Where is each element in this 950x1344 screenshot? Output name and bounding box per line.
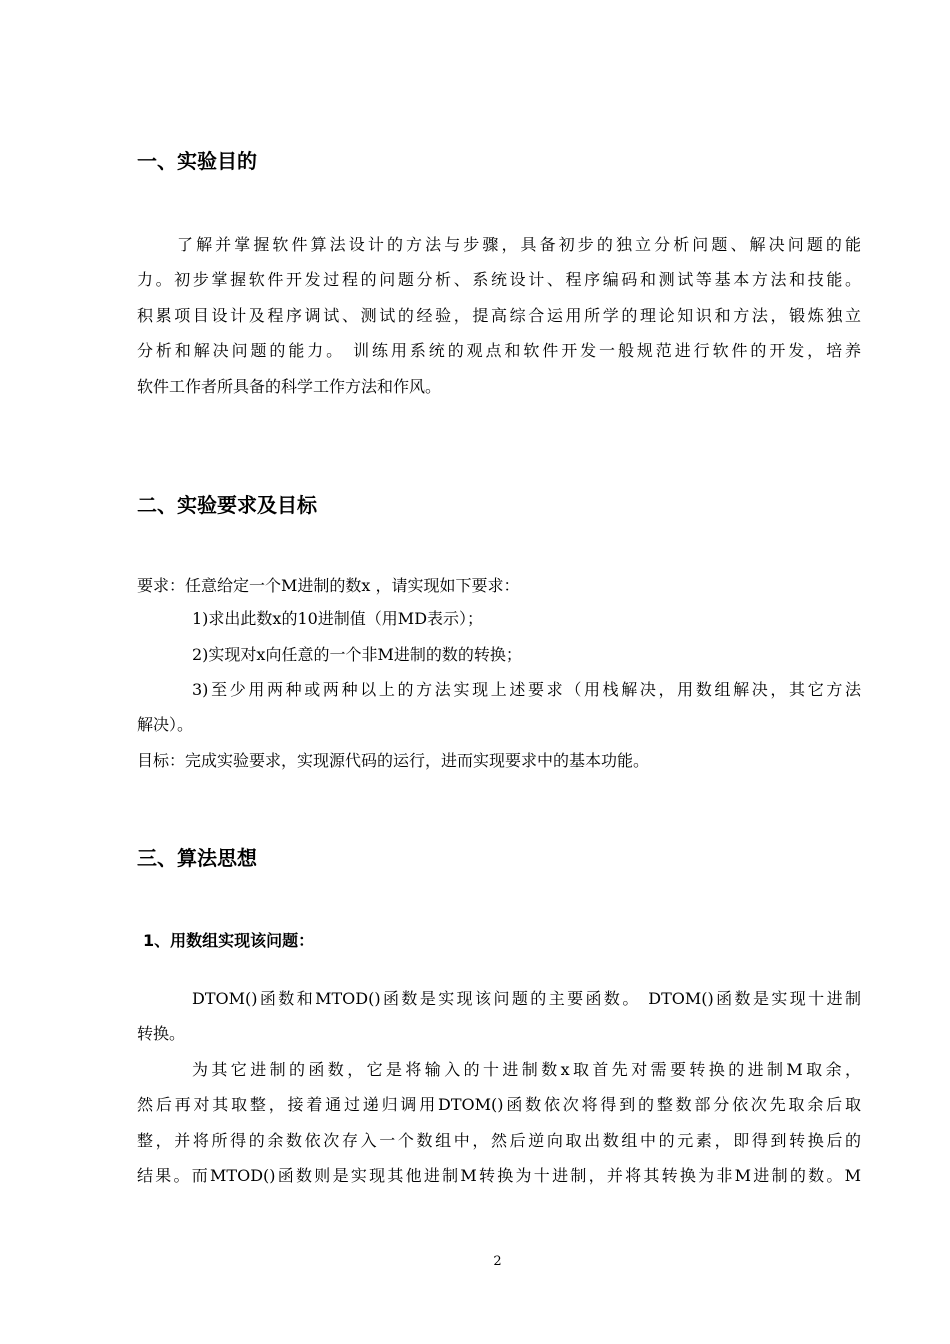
requirement-item-1: 1)求出此数x的10进制值（用MD表示）； [192,609,484,628]
para-2-line-2: 然后再对其取整，接着通过递归调用DTOM()函数依次将得到的整数部分依次先取余后取 [137,1095,861,1114]
para-1-line-2: 转换。 [137,1024,186,1043]
goal-text: 目标：完成实验要求，实现源代码的运行，进而实现要求中的基本功能。 [137,751,650,770]
requirement-item-3-line-2: 解决）。 [137,715,194,734]
section-1-line-2: 力。初步掌握软件开发过程的问题分析、系统设计、程序编码和测试等基本方法和技能。 [137,270,861,289]
section-1-line-3: 积累项目设计及程序调试、测试的经验，提高综合运用所学的理论知识和方法，锻炼独立 [137,306,861,325]
para-2-line-3: 整，并将所得的余数依次存入一个数组中，然后逆向取出数组中的元素，即得到转换后的 [137,1131,861,1150]
section-1-line-1: 了解并掌握软件算法设计的方法与步骤，具备初步的独立分析问题、解决问题的能 [177,235,861,254]
para-2-line-1: 为其它进制的函数，它是将输入的十进制数x取首先对需要转换的进制M取余， [192,1060,861,1079]
requirement-intro: 要求：任意给定一个M进制的数x ，请实现如下要求： [137,576,520,595]
section-3-heading: 三、算法思想 [137,846,257,870]
section-2-heading: 二、实验要求及目标 [137,493,317,517]
requirement-item-3-line-1: 3)至少用两种或两种以上的方法实现上述要求（用栈解决，用数组解决，其它方法 [192,680,861,699]
requirement-item-2: 2)实现对x向任意的一个非M进制的数的转换； [192,645,522,664]
para-2-line-4: 结果。而MTOD()函数则是实现其他进制M转换为十进制，并将其转换为非M进制的数。M [137,1166,861,1185]
section-1-heading: 一、实验目的 [137,149,257,173]
page-number: 2 [493,1254,502,1269]
section-1-line-4: 分析和解决问题的能力。 训练用系统的观点和软件开发一般规范进行软件的开发，培养 [137,341,861,360]
section-3-subheading: 1、用数组实现该问题： [143,931,315,950]
para-1-line-1: DTOM()函数和MTOD()函数是实现该问题的主要函数。 DTOM()函数是实现十进制 [192,989,861,1008]
section-1-line-5: 软件工作者所具备的科学工作方法和作风。 [137,377,442,396]
